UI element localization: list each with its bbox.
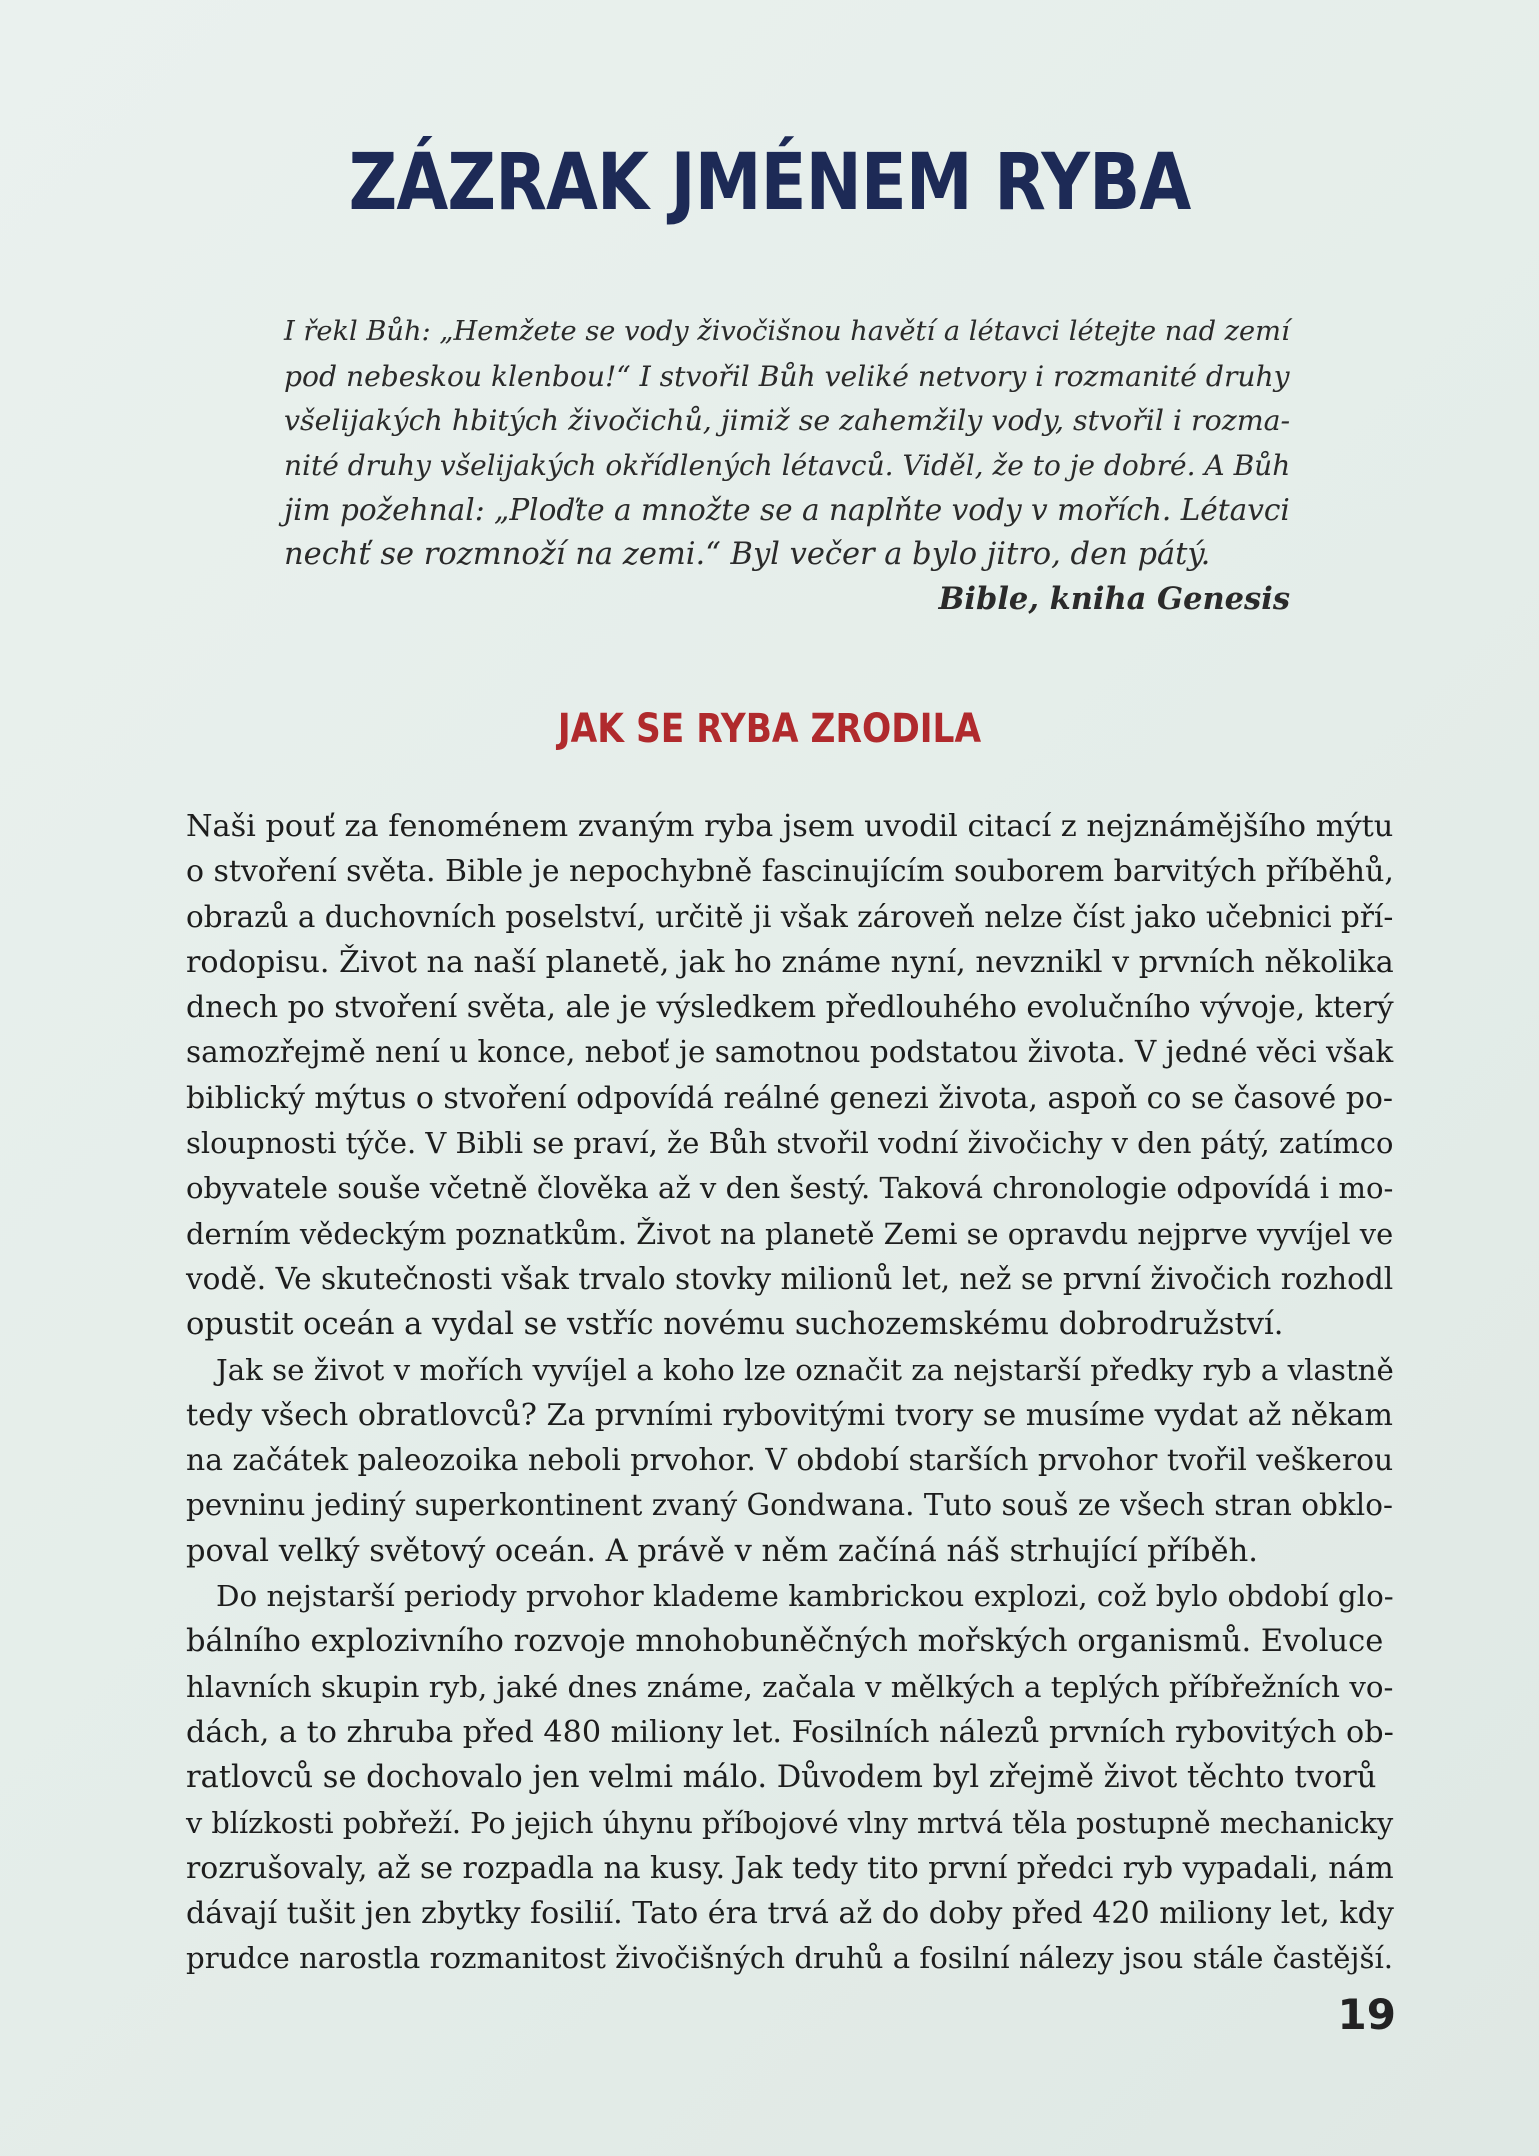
text-line: na začátek paleozoika neboli prvohor. V období starších prvohor tvořil veškerou <box>186 1443 1394 1479</box>
text-line: o stvoření světa. Bible je nepochybně fascinujícím souborem barvitých příběhů, <box>186 854 1394 890</box>
epigraph-line: nité druhy všelijakých okřídlených létavců. Viděl, že to je dobré. A Bůh <box>284 448 1291 482</box>
page-number: 19 <box>1337 1990 1396 2039</box>
epigraph-line: jim požehnal: „Ploďte a množte se a naplňte vody v mořích. Létavci <box>284 493 1290 527</box>
text-line: pevninu jediný superkontinent zvaný Gondwana. Tuto souš ze všech stran obklo- <box>186 1488 1393 1523</box>
text-line: prudce narostla rozmanitost živočišných druhů a fosilní nálezy jsou stále častější. <box>186 1941 1394 1976</box>
text-line: biblický mýtus o stvoření odpovídá reálné genezi života, aspoň co se časové po- <box>186 1080 1394 1116</box>
text-line: Do nejstarší periody prvohor klademe kambrickou explozi, což bylo období glo- <box>216 1579 1394 1614</box>
text-line: opustit oceán a vydal se vstříc novému suchozemskému dobrodružství. <box>186 1307 1284 1343</box>
text-line: rozrušovaly, až se rozpadla na kusy. Jak tedy tito první předci ryb vypadali, nám <box>186 1850 1394 1886</box>
text-line: dnech po stvoření světa, ale je výsledkem předlouhého evolučního vývoje, který <box>186 990 1394 1026</box>
paragraph-1 <box>186 804 1394 1348</box>
body-text <box>186 804 1394 1982</box>
epigraph-line: nechť se rozmnoží na zemi.“ Byl večer a bylo jitro, den pátý. <box>284 536 1211 572</box>
text-line: obrazů a duchovních poselství, určitě ji však zároveň nelze číst jako učebnici pří- <box>186 899 1394 934</box>
epigraph-attribution: Bible, kniha Genesis <box>938 581 1290 617</box>
text-line: samozřejmě není u konce, neboť je samotnou podstatou života. V jedné věci však <box>186 1035 1394 1070</box>
text-line: Naši pouť za fenoménem zvaným ryba jsem uvodil citací z nejznámějšího mýtu <box>186 809 1394 844</box>
text-line: dách, a to zhruba před 480 miliony let. Fosilních nálezů prvních rybovitých ob- <box>186 1714 1394 1750</box>
paragraph-3 <box>186 1574 1394 1982</box>
text-line: v blízkosti pobřeží. Po jejich úhynu příbojové vlny mrtvá těla postupně mechanicky <box>186 1805 1394 1840</box>
chapter-title: ZÁZRAK JMÉNEM RYBA <box>348 138 1191 228</box>
section-heading: JAK SE RYBA ZRODILA <box>557 706 982 752</box>
text-line: poval velký světový oceán. A právě v něm začíná náš strhující příběh. <box>186 1533 1258 1569</box>
text-line: sloupnosti týče. V Bibli se praví, že Bůh stvořil vodní živočichy v den pátý, zatímco <box>186 1126 1394 1161</box>
paragraph-2 <box>186 1348 1394 1574</box>
epigraph-line: pod nebeskou klenbou!“ I stvořil Bůh veliké netvory i rozmanité druhy <box>284 359 1290 393</box>
text-line: derním vědeckým poznatkům. Život na planetě Zemi se opravdu nejprve vyvíjel ve <box>186 1216 1394 1251</box>
text-line: Jak se život v mořích vyvíjel a koho lze označit za nejstarší předky ryb a vlastně <box>216 1352 1394 1387</box>
text-line: bálního explozivního rozvoje mnohobuněčných mořských organismů. Evoluce <box>186 1624 1384 1660</box>
epigraph-quote <box>284 310 1290 622</box>
text-line: ratlovců se dochovalo jen velmi málo. Důvodem byl zřejmě život těchto tvorů <box>186 1760 1377 1796</box>
text-line: rodopisu. Život na naší planetě, jak ho známe nyní, nevznikl v prvních několika <box>186 944 1394 980</box>
epigraph-line: všelijakých hbitých živočichů, jimiž se zahemžily vody, stvořil i rozma- <box>284 404 1291 437</box>
text-line: obyvatele souše včetně člověka až v den šestý. Taková chronologie odpovídá i mo- <box>186 1171 1394 1206</box>
text-line: hlavních skupin ryb, jaké dnes známe, začala v mělkých a teplých příbřežních vo- <box>186 1669 1394 1704</box>
text-line: tedy všech obratlovců? Za prvními rybovitými tvory se musíme vydat až někam <box>186 1397 1393 1433</box>
text-line: vodě. Ve skutečnosti však trvalo stovky milionů let, než se první živočich rozhodl <box>186 1261 1394 1296</box>
epigraph-line: I řekl Bůh: „Hemžete se vody živočišnou havětí a létavci létejte nad zemí <box>284 316 1290 347</box>
text-line: dávají tušit jen zbytky fosilií. Tato éra trvá až do doby před 420 miliony let, kdy <box>186 1896 1394 1932</box>
